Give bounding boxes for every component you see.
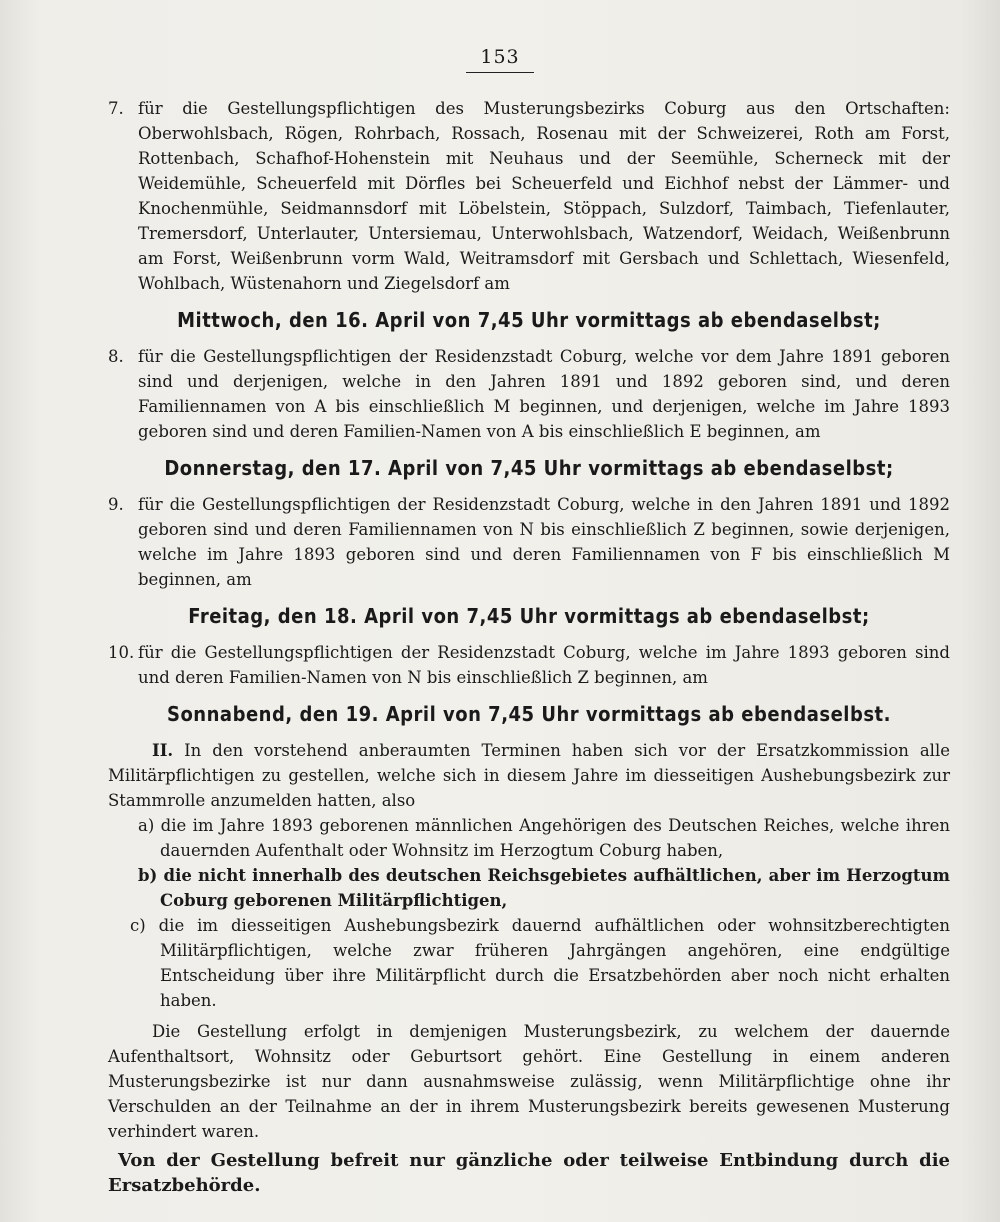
item-8-text: für die Gestellungspflichtigen der Residenzstadt Coburg, welche vor dem Jahre 1891 geboren sind und derjenigen, welche in den Jahren 1891 und 1892 geboren sind, und deren Familiennamen von A bis einschließlich M beginnen, und derjenigen, welche im Jahre 1893 geboren sind und deren Familien-Namen von A bis einschließlich E beginnen, am <box>138 347 950 441</box>
item-10 <box>108 640 950 690</box>
page-number: 153 <box>0 46 1000 73</box>
closing-paragraph: Die Gestellung erfolgt in demjenigen Musterungsbezirk, zu welchem der dauernde Aufenthaltsort, Wohnsitz oder Geburtsort gehört. Eine Gestellung in einem anderen Musterungsbezirke ist nur dann ausnahmsweise zulässig, wenn Militärpflichtige ohne ihr Verschulden an der Teilnahme an der in ihrem Musterungsbezirk bereits gewesenen Musterung verhindert waren. <box>108 1022 950 1141</box>
final-note: Von der Gestellung befreit nur gänzliche oder teilweise Entbindung durch die Ersatzbehörde. <box>108 1150 950 1196</box>
section-2-c: c) die im diesseitigen Aushebungsbezirk dauernd aufhältlichen oder wohnsitzberechtigten Militärpflichtigen, welche zwar früheren Jahrgängen angehören, eine endgültige Entscheidung über ihre Militärpflicht durch die Ersatzbehörden aber noch nicht erhalten haben. <box>130 916 950 1010</box>
item-10-text: für die Gestellungspflichtigen der Residenzstadt Coburg, welche im Jahre 1893 geboren sind und deren Familien-Namen von N bis einschließlich Z beginnen, am <box>138 643 950 687</box>
item-9 <box>108 492 950 592</box>
item-10-number: 10. <box>108 643 135 662</box>
item-7-number: 7. <box>108 99 124 118</box>
item-9-number: 9. <box>108 495 124 514</box>
section-2-text: In den vorstehend anberaumten Terminen haben sich vor der Ersatzkommission alle Militärpflichtigen zu gestellen, welche sich in diesem Jahre im diesseitigen Aushebungsbezirk zur Stammrolle anzumelden hatten, also <box>108 741 950 810</box>
item-7-text: für die Gestellungspflichtigen des Musterungsbezirks Coburg aus den Ortschaften: Oberwohlsbach, Rögen, Rohrbach, Rossach, Rosenau mit der Schweizerei, Roth am Forst, Rottenbach, Schafhof-Hohenstein mit Neuhaus und der Seemühle, Scherneck mit der Weidemühle, Scheuerfeld mit Dörfles bei Scheuerfeld und Eichhof nebst der Lämmer- und Knochenmühle, Seidmannsdorf mit Löbelstein, Stöppach, Sulzdorf, Taimbach, Tiefenlauter, Tremersdorf, Unterlauter, Untersiemau, Unterwohlsbach, Watzendorf, Weidach, Weißenbrunn am Forst, Weißenbrunn vorm Wald, Weitramsdorf mit Gersbach und Schlettach, Wiesenfeld, Wohlbach, Wüstenahorn und Ziegelsdorf am <box>138 99 950 293</box>
item-7-date: Mittwoch, den 16. April von 7,45 Uhr vormittags ab ebendaselbst; <box>177 308 881 332</box>
section-2-b: b) die nicht innerhalb des deutschen Reichsgebietes aufhältlichen, aber im Herzogtum Coburg geborenen Militärpflichtigen, <box>138 866 950 910</box>
item-9-text: für die Gestellungspflichtigen der Residenzstadt Coburg, welche in den Jahren 1891 und 1892 geboren sind und deren Familiennamen von N bis einschließlich Z beginnen, sowie derjenigen, welche im Jahre 1893 geboren sind und deren Familiennamen von F bis einschließlich M beginnen, am <box>138 495 950 589</box>
item-9-date: Freitag, den 18. April von 7,45 Uhr vormittags ab ebendaselbst; <box>188 604 870 628</box>
section-2-number: II. <box>152 741 174 760</box>
section-2 <box>108 738 950 813</box>
item-8 <box>108 344 950 444</box>
item-7 <box>108 96 950 296</box>
section-2-a: a) die im Jahre 1893 geborenen männlichen Angehörigen des Deutschen Reiches, welche ihren dauernden Aufenthalt oder Wohnsitz im Herzogtum Coburg haben, <box>138 816 950 860</box>
document-body <box>108 96 950 1198</box>
item-10-date: Sonnabend, den 19. April von 7,45 Uhr vormittags ab ebendaselbst. <box>166 702 891 726</box>
item-8-number: 8. <box>108 347 124 366</box>
item-8-date: Donnerstag, den 17. April von 7,45 Uhr vormittags ab ebendaselbst; <box>164 456 894 480</box>
